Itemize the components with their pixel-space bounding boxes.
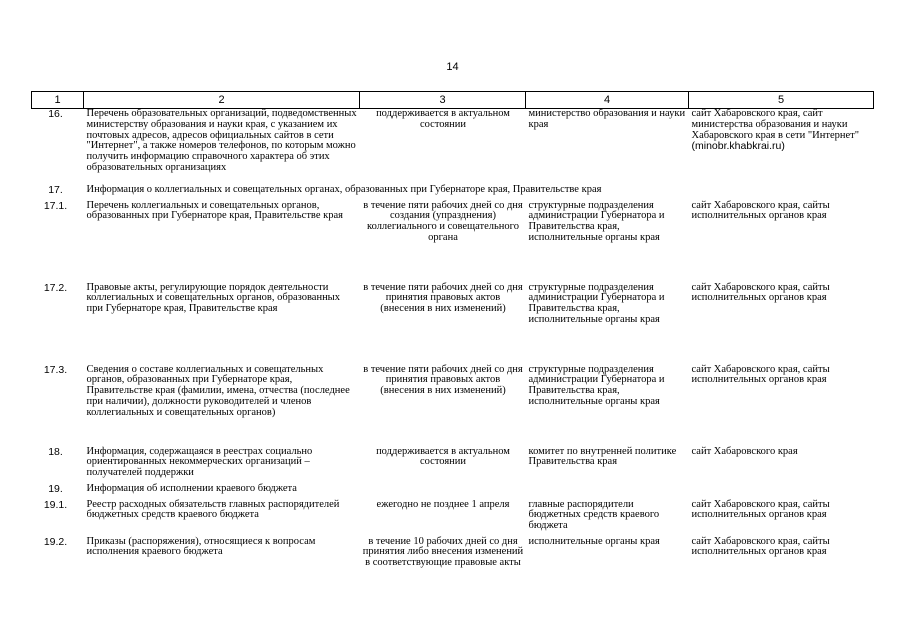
row-number: 16. (48, 108, 63, 120)
row-number: 17.3. (43, 363, 68, 376)
table-row (32, 447, 874, 484)
column-header-2: 2 (84, 92, 360, 109)
row-number: 17.2. (43, 281, 68, 294)
item-placement: сайт Хабаровского края, сайты исполнительных органов края (691, 535, 830, 558)
section-row (32, 484, 874, 500)
table-row (32, 365, 874, 447)
item-period: поддерживается в актуальном состоянии (376, 445, 510, 468)
row-number: 18. (48, 445, 63, 458)
item-period: в течение пяти рабочих дней со дня принятия правовых актов (внесения в них изменений) (363, 281, 523, 315)
item-period: поддерживается в актуальном состоянии (376, 108, 510, 130)
row-number: 19.2. (43, 535, 68, 548)
item-responsible: министерство образования и науки края (528, 108, 686, 130)
item-placement: сайт Хабаровского края, сайты исполнительных органов края (691, 363, 830, 386)
item-responsible: исполнительные органы края (528, 535, 660, 547)
table-row (32, 537, 874, 597)
item-responsible: структурные подразделения администрации Губернатора и Правительства края, исполнительные органы края (528, 281, 665, 325)
section-row (32, 185, 874, 201)
section-title: Информация об исполнении краевого бюджета (86, 482, 297, 494)
item-period: ежегодно не позднее 1 апреля (376, 498, 510, 510)
item-placement: сайт Хабаровского края, сайты исполнительных органов края (691, 498, 830, 521)
information-table (31, 91, 874, 597)
table-row (32, 500, 874, 537)
item-period: в течение пяти рабочих дней со дня создания (упразднения) коллегиального и совещательного органа (363, 199, 523, 243)
item-description: Правовые акты, регулирующие порядок деятельности коллегиальных и совещательных органов, образованных при Губернаторе края, Правительстве края (86, 281, 340, 315)
placement-text: сайт Хабаровского края, сайт министерства образования и науки Хабаровского края в сети "Интернет" (691, 108, 860, 141)
item-period: в течение пяти рабочих дней со дня принятия правовых актов (внесения в них изменений) (363, 363, 523, 397)
column-header-3: 3 (360, 92, 526, 109)
item-description: Приказы (распоряжения), относящиеся к вопросам исполнения краевого бюджета (86, 535, 316, 558)
item-placement: сайт Хабаровского края (691, 445, 798, 457)
item-period: в течение 10 рабочих дней со дня принятия либо внесения изменений в соответствующие правовые акты (362, 535, 524, 569)
column-header-4: 4 (526, 92, 689, 109)
header-row (32, 92, 874, 109)
item-placement (689, 109, 874, 185)
row-number: 19. (48, 482, 63, 495)
item-description: Реестр расходных обязательств главных распорядителей бюджетных средств краевого бюджета (86, 498, 340, 521)
item-responsible: главные распорядители бюджетных средств краевого бюджета (528, 498, 660, 532)
item-description: Информация, содержащаяся в реестрах социально ориентированных некоммерческих организаций – получателей поддержки (86, 445, 313, 479)
column-header-1: 1 (32, 92, 84, 109)
item-description: Сведения о составе коллегиальных и совещательных органов, образованных при Губернаторе края, Правительстве края (фамилии, имена, отчества (последнее при наличии), должности руководителей и членов коллегиальных и совещательных органов) (86, 363, 350, 418)
section-title: Информация о коллегиальных и совещательных органах, образованных при Губернаторе края, Правительстве края (86, 183, 602, 195)
placement-url: (minobr.khabkrai.ru) (691, 140, 785, 153)
row-number: 19.1. (43, 498, 68, 511)
item-responsible: комитет по внутренней политике Правительства края (528, 445, 677, 468)
item-placement: сайт Хабаровского края, сайты исполнительных органов края (691, 199, 830, 222)
item-responsible: структурные подразделения администрации Губернатора и Правительства края, исполнительные органы края (528, 363, 665, 407)
row-number: 17. (48, 183, 63, 196)
item-description: Перечень коллегиальных и совещательных органов, образованных при Губернаторе края, Правительстве края (86, 199, 343, 222)
item-placement: сайт Хабаровского края, сайты исполнительных органов края (691, 281, 830, 304)
item-description: Перечень образовательных организаций, подведомственных министерству образования и науки края, с указанием их почтовых адресов, адресов официальных сайтов в сети "Интернет", а также номеров телефонов, по которым можно получить информацию справочного характера об этих образовательных организациях (86, 108, 357, 173)
item-responsible: структурные подразделения администрации Губернатора и Правительства края, исполнительные органы края (528, 199, 665, 243)
column-header-5: 5 (689, 92, 874, 109)
page-number: 14 (446, 61, 459, 73)
table-row (32, 283, 874, 365)
table-row (32, 201, 874, 283)
row-number: 17.1. (43, 199, 68, 212)
table-row (32, 109, 874, 185)
